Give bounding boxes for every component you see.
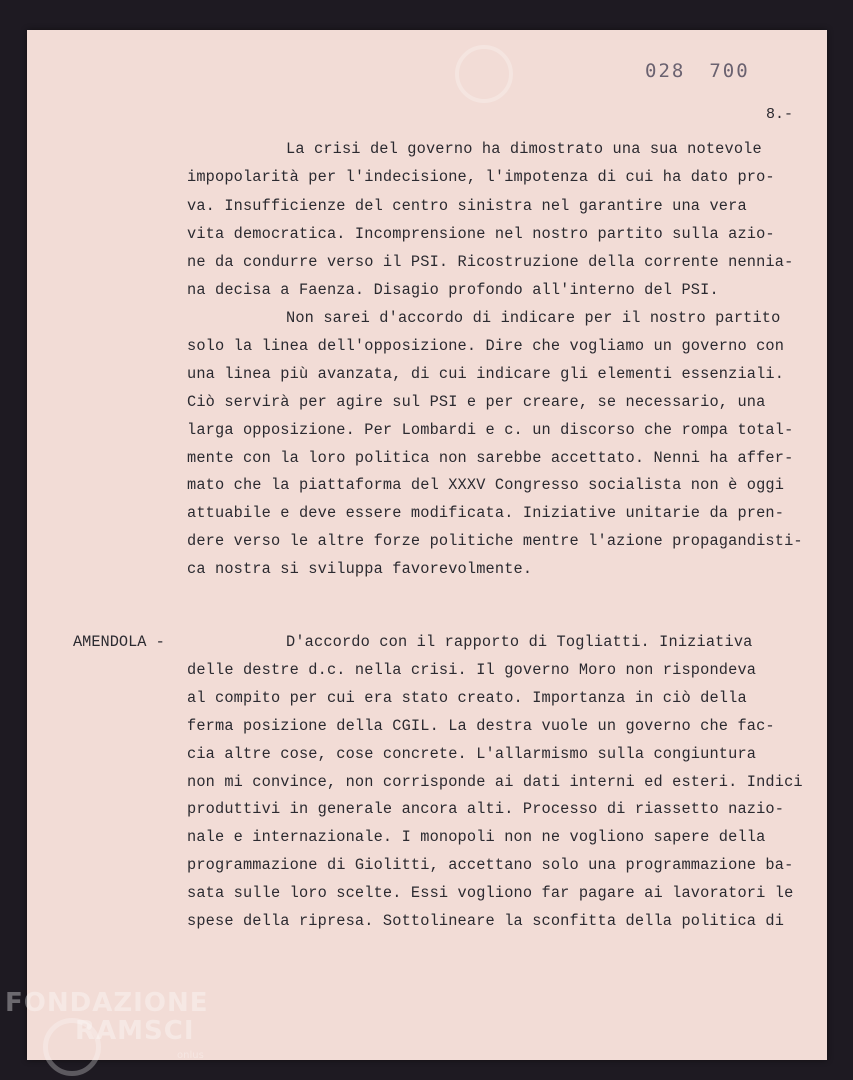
text-line: Non sarei d'accordo di indicare per il nostro partito (286, 309, 781, 327)
text-line: larga opposizione. Per Lombardi e c. un discorso che rompa total- (187, 421, 794, 439)
text-line: vita democratica. Incomprensione nel nostro partito sulla azio- (187, 225, 775, 243)
text-line: attuabile e deve essere modificata. Iniziative unitarie da pren- (187, 504, 785, 522)
text-line: nale e internazionale. I monopoli non ne vogliono sapere della (187, 828, 766, 846)
speaker-label: AMENDOLA - (73, 633, 165, 651)
text-line: mente con la loro politica non sarebbe accettato. Nenni ha affer- (187, 449, 794, 467)
text-line: va. Insufficienze del centro sinistra nel garantire una vera (187, 197, 747, 215)
logo-line3: onlus (177, 1050, 204, 1061)
text-line: D'accordo con il rapporto di Togliatti. Iniziativa (286, 633, 753, 651)
text-line: Ciò servirà per agire sul PSI e per creare, se necessario, una (187, 393, 766, 411)
text-line: non mi convince, non corrisponde ai dati interni ed esteri. Indici (187, 773, 803, 791)
logo-line2: RAMSCI (75, 1016, 195, 1046)
text-line: ferma posizione della CGIL. La destra vuole un governo che fac- (187, 717, 775, 735)
text-line: sata sulle loro scelte. Essi vogliono far pagare ai lavoratori le (187, 884, 794, 902)
text-line: spese della ripresa. Sottolineare la sconfitta della politica di (187, 912, 785, 930)
text-line: al compito per cui era stato creato. Importanza in ciò della (187, 689, 747, 707)
text-line: mato che la piattaforma del XXXV Congresso socialista non è oggi (187, 476, 785, 494)
watermark-emblem-icon (455, 45, 513, 103)
archive-serial-number (645, 60, 750, 82)
text-line: La crisi del governo ha dimostrato una sua notevole (286, 140, 762, 158)
text-line: solo la linea dell'opposizione. Dire che vogliamo un governo con (187, 337, 785, 355)
fondazione-gramsci-logo (5, 988, 215, 1073)
text-line: ne da condurre verso il PSI. Ricostruzione della corrente nennia- (187, 253, 794, 271)
text-line: programmazione di Giolitti, accettano solo una programmazione ba- (187, 856, 794, 874)
text-line: na decisa a Faenza. Disagio profondo all'interno del PSI. (187, 281, 719, 299)
logo-line1: FONDAZIONE (5, 988, 209, 1018)
serial-left: 028 (645, 60, 686, 82)
text-line: produttivi in generale ancora alti. Processo di riassetto nazio- (187, 800, 785, 818)
text-line: delle destre d.c. nella crisi. Il governo Moro non rispondeva (187, 661, 757, 679)
text-line: cia altre cose, cose concrete. L'allarmismo sulla congiuntura (187, 745, 757, 763)
text-line: una linea più avanzata, di cui indicare gli elementi essenziali. (187, 365, 785, 383)
serial-right: 700 (709, 60, 750, 82)
text-line: impopolarità per l'indecisione, l'impotenza di cui ha dato pro- (187, 168, 775, 186)
text-line: ca nostra si sviluppa favorevolmente. (187, 560, 533, 578)
page-number: 8.- (766, 106, 794, 123)
text-line: dere verso le altre forze politiche mentre l'azione propagandisti- (187, 532, 803, 550)
